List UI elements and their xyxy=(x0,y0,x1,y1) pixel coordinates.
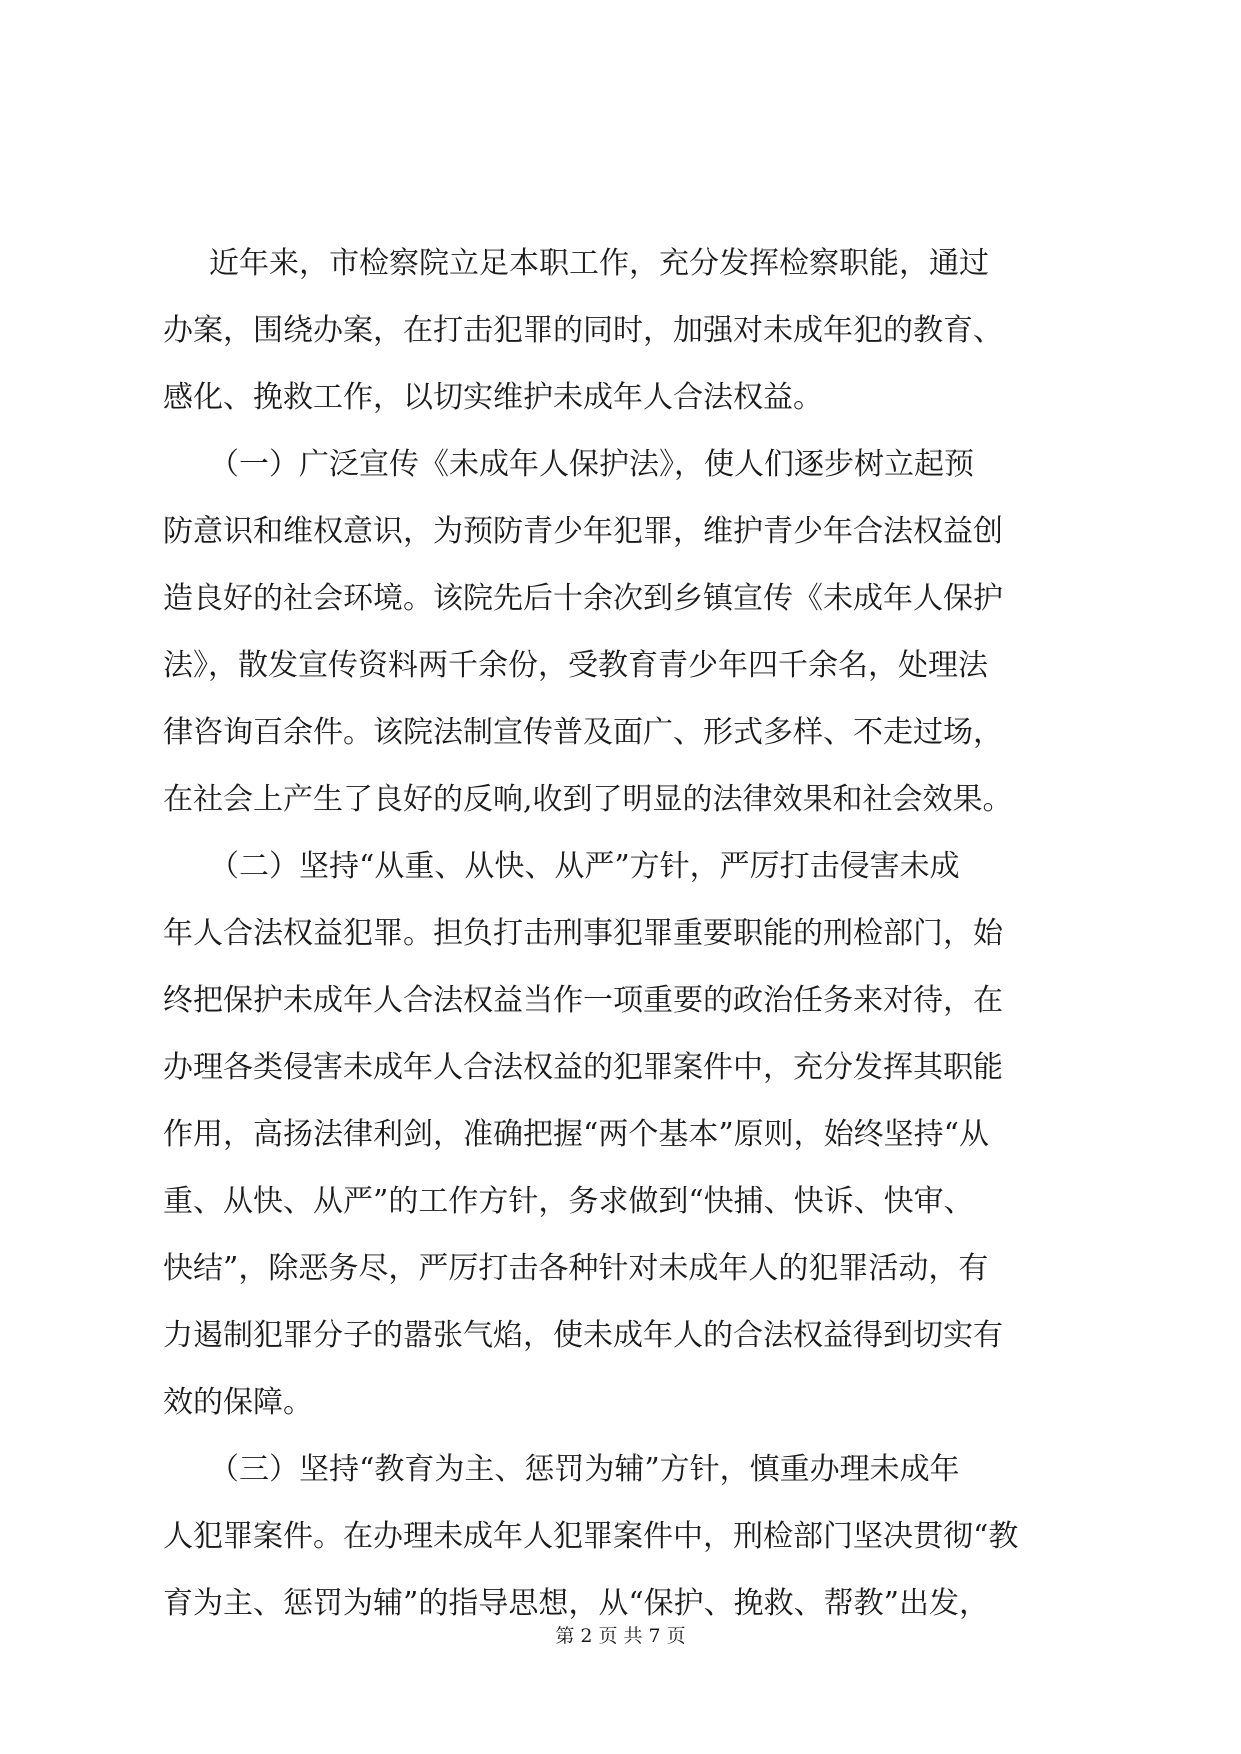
text-line: （二）坚持“从重、从快、从严”方针，严厉打击侵害未成 xyxy=(209,849,960,884)
text-line: 办案，围绕办案，在打击犯罪的同时，加强对未成年犯的教育、 xyxy=(163,313,1003,348)
text-line: 法》，散发宣传资料两千余份，受教育青少年四千余名，处理法 xyxy=(163,648,988,683)
text-line: 人犯罪案件。在办理未成年人犯罪案件中，刑检部门坚决贯彻“教 xyxy=(163,1519,1019,1554)
text-line: 办理各类侵害未成年人合法权益的犯罪案件中，充分发挥其职能 xyxy=(163,1050,1003,1085)
text-line: 律咨询百余件。该院法制宣传普及面广、形式多样、不走过场， xyxy=(163,715,1003,750)
text-line: 近年来，市检察院立足本职工作，充分发挥检察职能，通过 xyxy=(209,246,989,281)
page-footer: 第 2 页 共 7 页 xyxy=(555,1625,686,1647)
body-text xyxy=(163,230,1083,1637)
text-line: 作用，高扬法律利剑，准确把握“两个基本”原则，始终坚持“从 xyxy=(163,1117,990,1152)
text-line: 终把保护未成年人合法权益当作一项重要的政治任务来对待，在 xyxy=(163,983,1003,1018)
text-line: 快结”，除恶务尽，严厉打击各种针对未成年人的犯罪活动，有 xyxy=(163,1251,989,1286)
text-line: 效的保障。 xyxy=(163,1385,313,1420)
text-line: 感化、挽救工作，以切实维护未成年人合法权益。 xyxy=(163,380,823,415)
text-line: 年人合法权益犯罪。担负打击刑事犯罪重要职能的刑检部门，始 xyxy=(163,916,1003,951)
text-line: 在社会上产生了良好的反响,收到了明显的法律效果和社会效果。 xyxy=(163,782,1013,817)
text-line: 造良好的社会环境。该院先后十余次到乡镇宣传《未成年人保护 xyxy=(163,581,1003,616)
text-line: 育为主、惩罚为辅”的指导思想，从“保护、挽救、帮教”出发， xyxy=(163,1586,990,1621)
text-line: 重、从快、从严”的工作方针，务求做到“快捕、快诉、快审、 xyxy=(163,1184,974,1219)
text-line: （三）坚持“教育为主、惩罚为辅”方针，慎重办理未成年 xyxy=(209,1452,960,1487)
text-line: （一）广泛宣传《未成年人保护法》，使人们逐步树立起预 xyxy=(209,447,974,482)
text-line: 防意识和维权意识，为预防青少年犯罪，维护青少年合法权益创 xyxy=(163,514,1003,549)
text-line: 力遏制犯罪分子的嚣张气焰，使未成年人的合法权益得到切实有 xyxy=(163,1318,1003,1353)
